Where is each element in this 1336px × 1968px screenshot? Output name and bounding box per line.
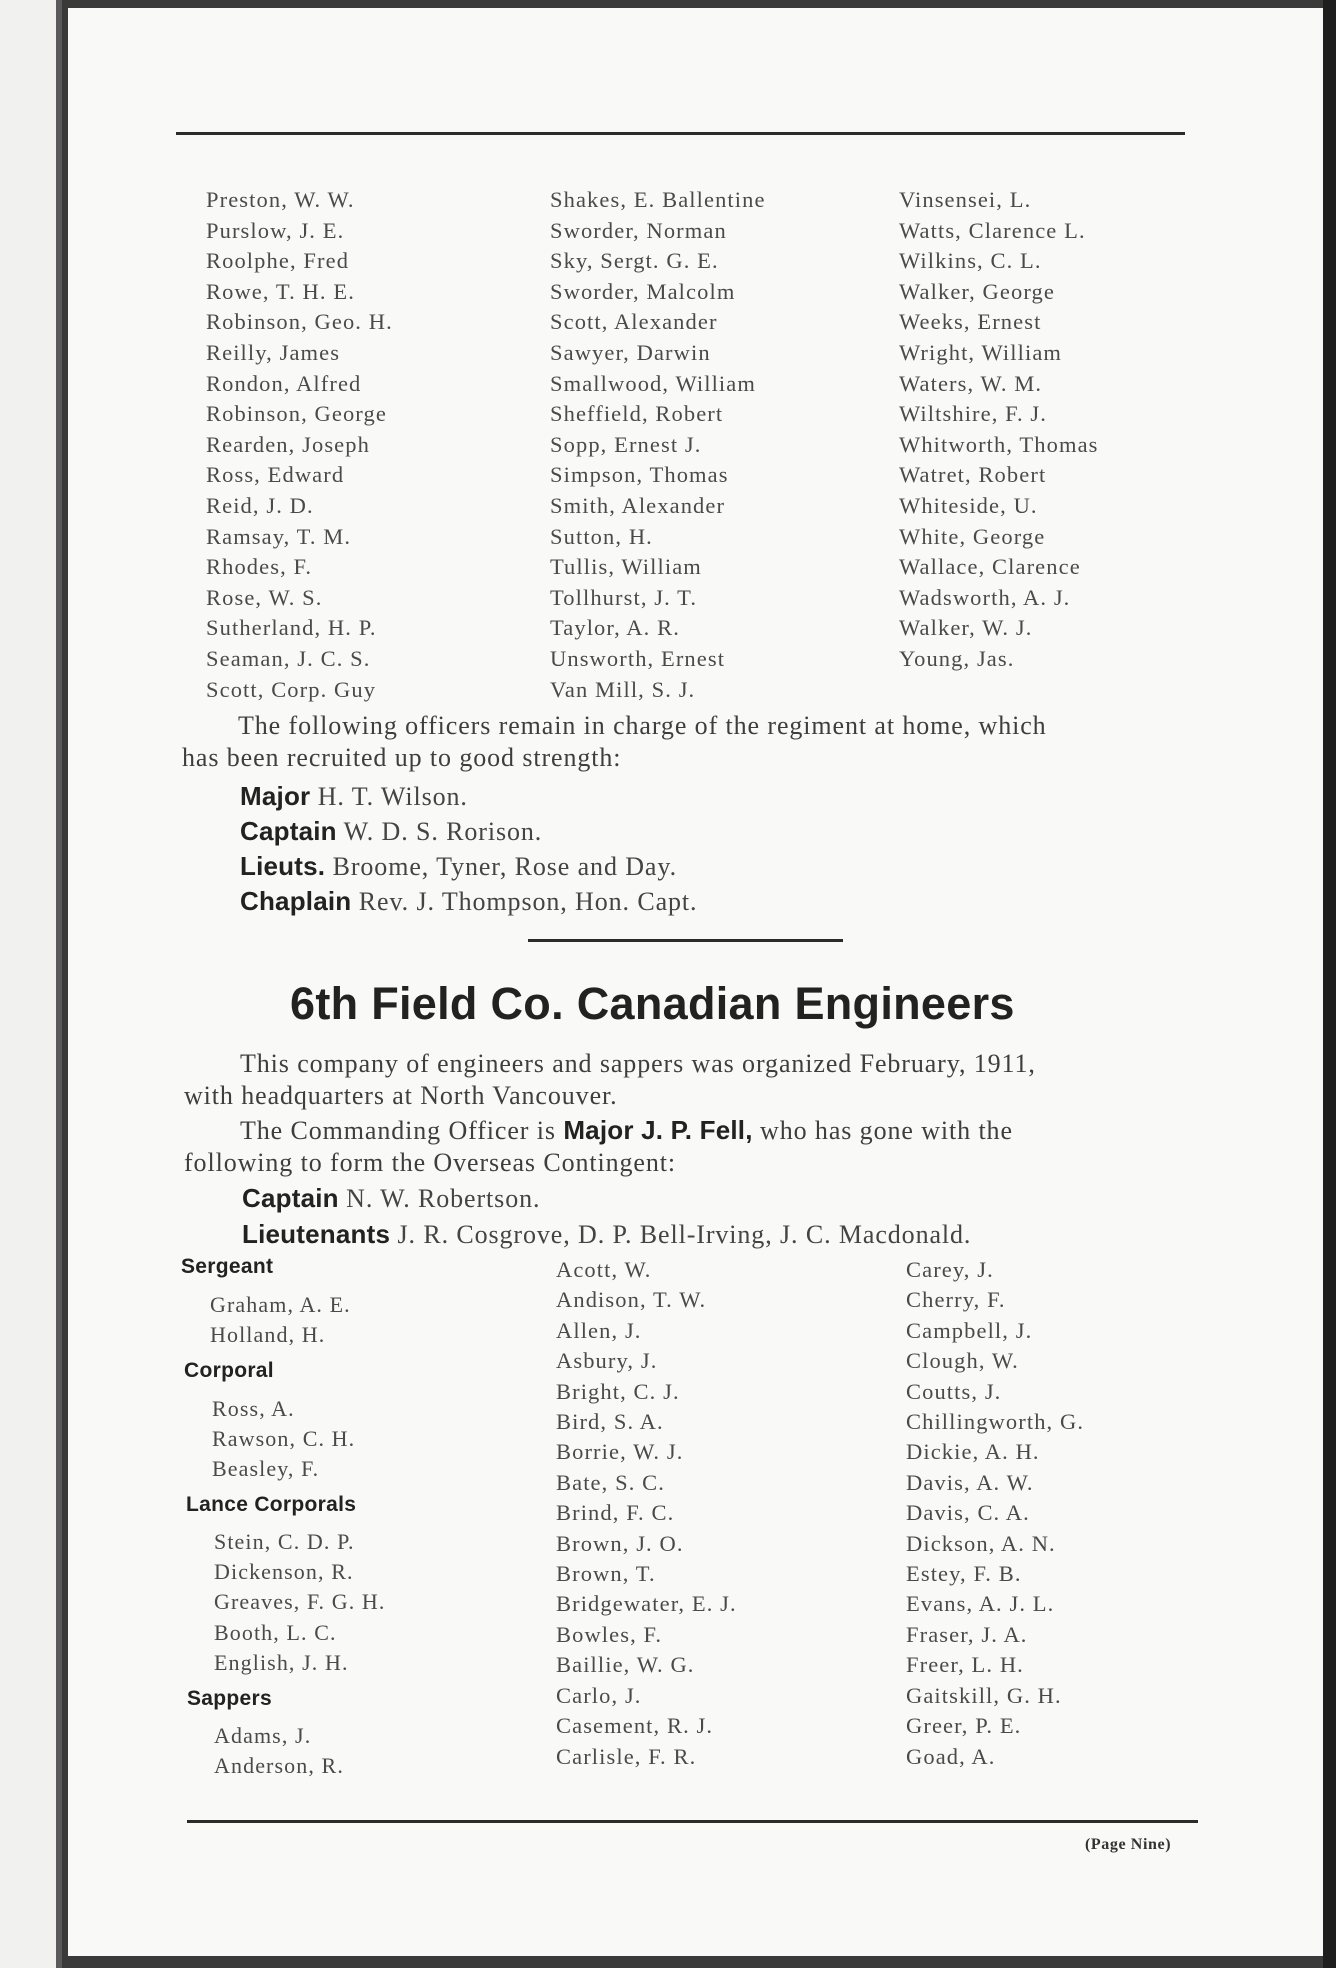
rank-label: Chaplain [240,886,352,916]
roster-entry: Smallwood, William [550,370,756,396]
roster-entry: Smith, Alexander [550,492,726,518]
roster-entry: Rearden, Joseph [206,431,370,457]
roster-entry: Allen, J. [556,1317,642,1343]
roster-entry: Seaman, J. C. S. [206,645,371,671]
roster-entry: Stein, C. D. P. [214,1529,355,1554]
officer-name: J. R. Cosgrove, D. P. Bell-Irving, J. C. Macdonald. [390,1220,972,1249]
roster-entry: Wilkins, C. L. [899,248,1042,274]
engineers-column-2 [556,1255,737,1772]
roster-entry: Dickie, A. H. [906,1439,1040,1465]
roster-entry: Estey, F. B. [906,1561,1022,1587]
roster-entry: Wiltshire, F. J. [899,401,1048,427]
roster-entry: Dickson, A. N. [906,1530,1056,1556]
officer-name: H. T. Wilson. [310,782,468,811]
roster-entry: Unsworth, Ernest [550,645,726,671]
section-divider [528,939,843,942]
engineers-para-1-line-2: with headquarters at North Vancouver. [184,1081,618,1110]
roster-entry: Coutts, J. [906,1378,1002,1404]
roster-entry: Ramsay, T. M. [206,523,352,549]
roster-entry: Van Mill, S. J. [550,676,696,702]
roster-entry: Rowe, T. H. E. [206,278,355,304]
roster-entry: Chillingworth, G. [906,1409,1085,1435]
roster-entry: Shakes, E. Ballentine [550,187,766,212]
roster-entry: Tollhurst, J. T. [550,584,698,610]
roster-entry: Greaves, F. G. H. [214,1589,386,1614]
engineers-captain-line [242,1183,540,1214]
roster-entry: Rhodes, F. [206,554,313,580]
officer-name: N. W. Robertson. [338,1184,541,1213]
roster-entry: Casement, R. J. [556,1713,714,1739]
roster-entry: Sutherland, H. P. [206,615,377,641]
roster-entry: Reid, J. D. [206,492,314,518]
page-fold [56,0,62,1968]
group-title-corporal: Corporal [184,1359,274,1382]
roster-entry: Whitworth, Thomas [899,431,1099,457]
roster-entry: Graham, A. E. [210,1292,351,1317]
engineers-para-2-line-1 [240,1115,1013,1146]
roster-entry: Andison, T. W. [556,1287,707,1313]
roster-column-2 [550,185,766,705]
roster-entry: Rose, W. S. [206,584,323,610]
officer-name: Rev. J. Thompson, Hon. Capt. [351,887,698,916]
officer-name: Broome, Tyner, Rose and Day. [325,852,677,881]
roster-entry: Carey, J. [906,1257,994,1282]
roster-entry: Whiteside, U. [899,492,1038,518]
roster-entry: Wright, William [899,339,1063,365]
roster-entry: Goad, A. [906,1743,996,1769]
engineers-column-3 [906,1255,1084,1772]
roster-entry: Cherry, F. [906,1287,1006,1313]
bottom-rule [187,1820,1198,1823]
roster-entry: Gaitskill, G. H. [906,1682,1062,1708]
roster-entry: Carlo, J. [556,1682,642,1708]
roster-entry: Taylor, A. R. [550,615,680,641]
roster-entry: Carlisle, F. R. [556,1743,697,1769]
roster-entry: Asbury, J. [556,1348,658,1374]
roster-entry: Baillie, W. G. [556,1652,695,1678]
engineers-para-1-line-1: This company of engineers and sappers was organized February, 1911, [240,1049,1036,1078]
rank-label: Captain [242,1183,339,1213]
roster-entry: Acott, W. [556,1257,652,1282]
home-chaplain-line [240,886,697,917]
left-facing-page [0,0,62,1968]
roster-entry: Freer, L. H. [906,1652,1024,1678]
roster-entry: Preston, W. W. [206,187,355,212]
roster-entry: Holland, H. [210,1322,326,1347]
page-number: (Page Nine) [1085,1836,1172,1853]
roster-entry: Rawson, C. H. [212,1426,356,1451]
roster-column-3 [899,185,1099,675]
roster-entry: Simpson, Thomas [550,462,729,488]
home-officers-intro-line-1: The following officers remain in charge of the regiment at home, which [238,711,1047,740]
home-lieuts-line [240,851,677,882]
roster-entry: Sky, Sergt. G. E. [550,248,719,274]
rank-label: Major [240,781,311,811]
home-captain-line [240,816,542,847]
roster-entry: Waters, W. M. [899,370,1043,396]
rank-label: Captain [240,816,337,846]
roster-entry: Sworder, Norman [550,217,727,243]
group-title-lance-corporals: Lance Corporals [186,1493,357,1516]
roster-entry: Sheffield, Robert [550,401,724,427]
home-officers-intro-line-2: has been recruited up to good strength: [182,743,622,772]
roster-entry: Bird, S. A. [556,1409,664,1435]
para-text: The Commanding Officer is [240,1116,564,1145]
top-rule [176,132,1185,135]
roster-entry: Bate, S. C. [556,1469,665,1495]
roster-entry: Evans, A. J. L. [906,1591,1055,1617]
roster-entry: Wadsworth, A. J. [899,584,1071,610]
group-title-sappers: Sappers [187,1687,272,1710]
roster-entry: Wallace, Clarence [899,554,1081,580]
roster-entry: Sopp, Ernest J. [550,431,702,457]
roster-entry: Scott, Corp. Guy [206,676,377,702]
roster-entry: Brind, F. C. [556,1500,675,1526]
roster-entry: Davis, A. W. [906,1469,1034,1495]
roster-entry: Greer, P. E. [906,1713,1022,1739]
commanding-officer: Major J. P. Fell, [563,1115,753,1145]
roster-entry: Sawyer, Darwin [550,339,711,365]
roster-entry: Borrie, W. J. [556,1439,684,1465]
rank-label: Lieutenants [242,1219,391,1249]
roster-entry: Fraser, J. A. [906,1621,1028,1647]
roster-entry: Sworder, Malcolm [550,278,736,304]
roster-entry: Brown, T. [556,1561,656,1587]
roster-entry: Bright, C. J. [556,1378,680,1404]
roster-entry: Walker, W. J. [899,615,1033,641]
officer-name: W. D. S. Rorison. [336,817,543,846]
roster-entry: Bowles, F. [556,1621,663,1647]
engineers-lieutenants-line [242,1219,971,1250]
roster-entry: Anderson, R. [214,1753,344,1778]
roster-entry: Dickenson, R. [214,1559,354,1584]
roster-entry: Robinson, Geo. H. [206,309,393,335]
roster-entry: Tullis, William [550,554,702,580]
roster-entry: Young, Jas. [899,645,1015,671]
roster-entry: Adams, J. [214,1723,312,1748]
roster-entry: White, George [899,523,1046,549]
roster-entry: Beasley, F. [212,1456,320,1481]
rank-label: Lieuts. [240,851,326,881]
roster-entry: Watts, Clarence L. [899,217,1086,243]
roster-entry: Vinsensei, L. [899,187,1032,212]
roster-entry: Bridgewater, E. J. [556,1591,737,1617]
scan-edge [1323,0,1336,1968]
home-major-line [240,781,468,812]
roster-entry: Ross, A. [212,1396,295,1421]
roster-entry: Walker, George [899,278,1055,304]
para-text: who has gone with the [752,1116,1013,1145]
roster-entry: Sutton, H. [550,523,653,549]
group-title-sergeant: Sergeant [181,1255,274,1278]
roster-entry: Ross, Edward [206,462,345,488]
roster-entry: Weeks, Ernest [899,309,1042,335]
section-heading: 6th Field Co. Canadian Engineers [290,978,1015,1029]
engineers-para-2-line-2: following to form the Overseas Contingent: [184,1148,676,1177]
roster-entry: Davis, C. A. [906,1500,1030,1526]
roster-entry: Watret, Robert [899,462,1047,488]
roster-entry: Robinson, George [206,401,387,427]
roster-entry: Brown, J. O. [556,1530,684,1556]
roster-column-1 [206,185,393,705]
roster-entry: Rondon, Alfred [206,370,362,396]
roster-entry: Booth, L. C. [214,1620,337,1645]
roster-entry: Campbell, J. [906,1317,1033,1343]
roster-entry: Roolphe, Fred [206,248,350,274]
roster-entry: English, J. H. [214,1650,349,1675]
roster-entry: Clough, W. [906,1348,1019,1374]
roster-entry: Scott, Alexander [550,309,718,335]
roster-entry: Reilly, James [206,339,341,365]
roster-entry: Purslow, J. E. [206,217,345,243]
